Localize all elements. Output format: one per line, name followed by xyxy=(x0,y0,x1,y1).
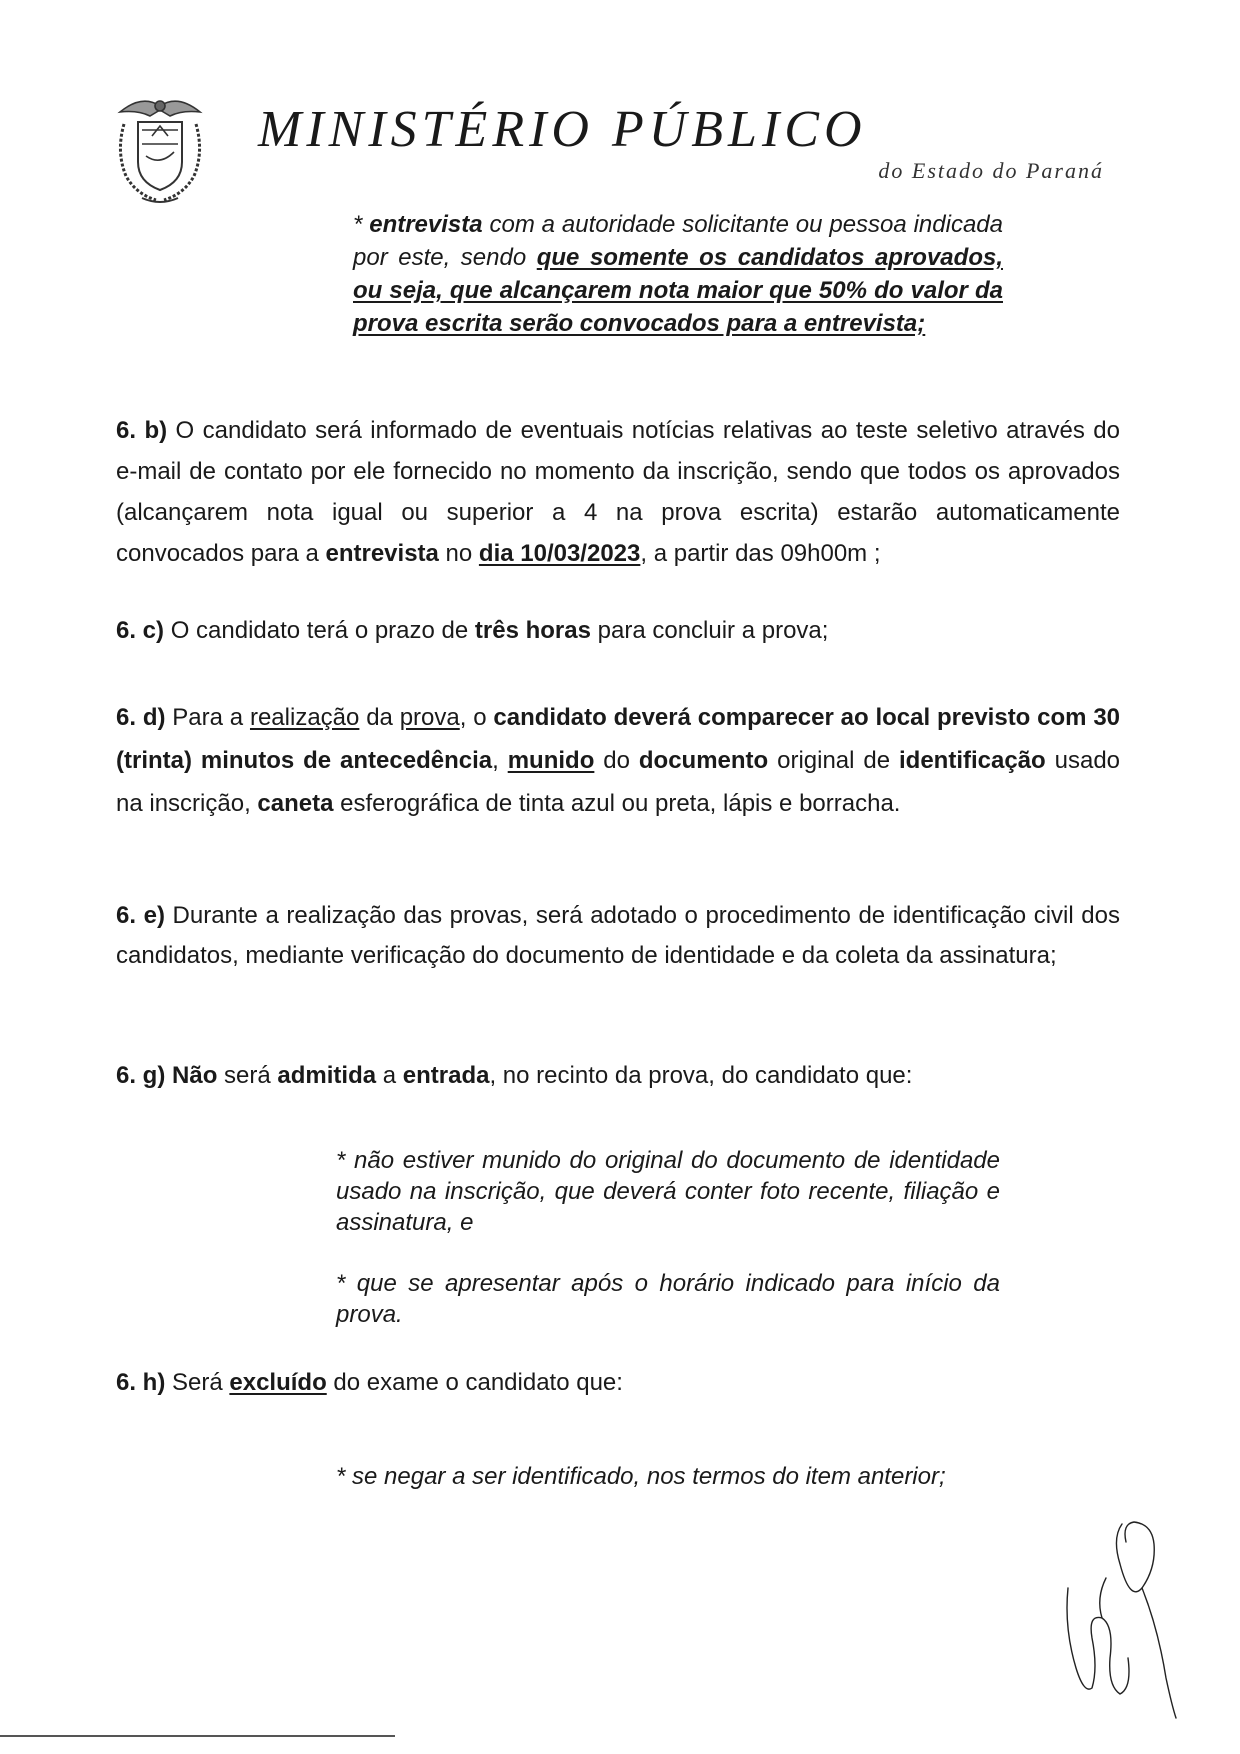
item-label: 6. h) xyxy=(116,1369,166,1396)
item-label: 6. c) xyxy=(116,617,165,644)
signature-icon xyxy=(1062,1518,1180,1723)
coat-of-arms-icon xyxy=(112,90,208,208)
list-item: * não estiver munido do original do documento de identidade usado na inscrição, que deverá conter foto recente, filiação e assinatura, e xyxy=(336,1147,1000,1236)
list-item: * se negar a ser identificado, nos termos do item anterior; xyxy=(336,1463,946,1490)
list-item: * que se apresentar após o horário indicado para início da prova. xyxy=(336,1270,1000,1328)
item-6h: 6. h) Será excluído do exame o candidato que: xyxy=(116,1369,623,1396)
interview-note: * entrevista com a autoridade solicitante ou pessoa indicada por este, sendo que somente os candidatos aprovados, ou seja, que alcançarem nota maior que 50% do valor da prova escrita serão convocados para a entrevista; xyxy=(353,211,1004,337)
item-label: 6. e) xyxy=(116,902,165,929)
ministry-title: MINISTÉRIO PÚBLICO xyxy=(258,101,867,158)
item-label: 6. d) xyxy=(116,704,166,731)
item-6c: 6. c) O candidato terá o prazo de três horas para concluir a prova; xyxy=(116,617,829,644)
item-6g: 6. g) Não será admitida a entrada, no recinto da prova, do candidato que: xyxy=(116,1062,913,1089)
item-label: 6. g) xyxy=(116,1062,166,1089)
ministry-subtitle: do Estado do Paraná xyxy=(878,158,1104,183)
footer-divider xyxy=(0,1735,395,1737)
interview-condition: que somente os candidatos aprovados, ou seja, que alcançarem nota maior que 50% do valor da prova escrita serão convocados para a entrevista; xyxy=(353,244,1003,337)
item-label: 6. b) xyxy=(116,417,168,444)
interview-keyword: entrevista xyxy=(369,211,483,238)
item-6d: 6. d) Para a realização da prova, o candidato deverá comparecer ao local previsto com 30 (trinta) minutos de antecedência, munido do documento original de identificação usado na inscrição, caneta esferográfica de tinta azul ou preta, lápis e borracha. xyxy=(116,704,1121,817)
item-6b: 6. b) O candidato será informado de eventuais notícias relativas ao teste seletivo através do e-mail de contato por ele fornecido no momento da inscrição, sendo que todos os aprovados (alcançarem nota igual ou superior a 4 na prova escrita) estarão automaticamente convocados para a entrevista no dia 10/03/2023, a partir das 09h00m ; xyxy=(116,417,1120,567)
item-6e: 6. e) Durante a realização das provas, será adotado o procedimento de identificação civil dos candidatos, mediante verificação do documento de identidade e da coleta da assinatura; xyxy=(116,902,1120,969)
interview-date: dia 10/03/2023 xyxy=(478,540,641,567)
